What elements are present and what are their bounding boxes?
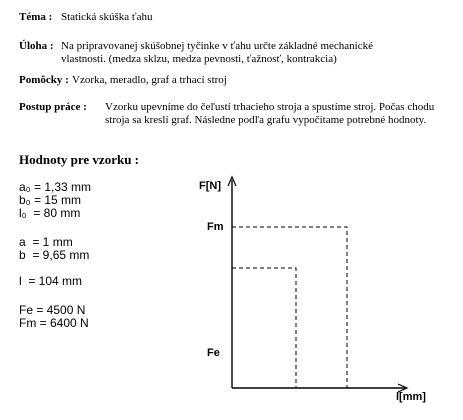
a-value: a = 1 mm — [19, 235, 73, 249]
b-value: b = 9,65 mm — [19, 248, 90, 262]
tema-label: Téma : — [19, 11, 53, 23]
postup-line-2: stroja sa kreslí graf. Následne podľa grafu vypočítame potrebné hodnoty. — [105, 114, 427, 126]
pomocky-text: Vzorka, meradlo, graf a trhací stroj — [72, 74, 227, 86]
fm-label: Fm — [207, 221, 224, 233]
hodnoty-heading: Hodnoty pre vzorku : — [19, 152, 140, 167]
postup-label: Postup práce : — [19, 101, 87, 113]
fe-label: Fe — [207, 347, 220, 359]
uloha-line-2: vlastnosti. (medza sklzu, medza pevnosti, ťažnosť, kontrakcia) — [61, 53, 337, 65]
postup-line-1: Vzorku upevníme do čeľustí trhacieho stroja a spustíme stroj. Počas chodu — [105, 101, 435, 113]
y-axis-label: F[N] — [199, 180, 221, 192]
uloha-line-1: Na pripravovanej skúšobnej tyčinke v ťahu určte základné mechanické — [61, 40, 373, 52]
a0-value: a₀ = 1,33 mm — [19, 180, 92, 194]
tema-text: Statická skúška ťahu — [61, 11, 153, 23]
uloha-label: Úloha : — [19, 40, 54, 52]
l0-value: l₀ = 80 mm — [19, 206, 81, 220]
l-value: l = 104 mm — [19, 274, 83, 288]
x-axis-label: l[mm] — [396, 391, 426, 403]
fm-value: Fm = 6400 N — [19, 316, 89, 330]
fe-value: Fe = 4500 N — [19, 303, 86, 317]
b0-value: b₀ = 15 mm — [19, 193, 82, 207]
fe-dashed-line — [232, 268, 296, 388]
fm-dashed-line — [232, 227, 347, 388]
pomocky-label: Pomôcky : — [19, 74, 69, 86]
